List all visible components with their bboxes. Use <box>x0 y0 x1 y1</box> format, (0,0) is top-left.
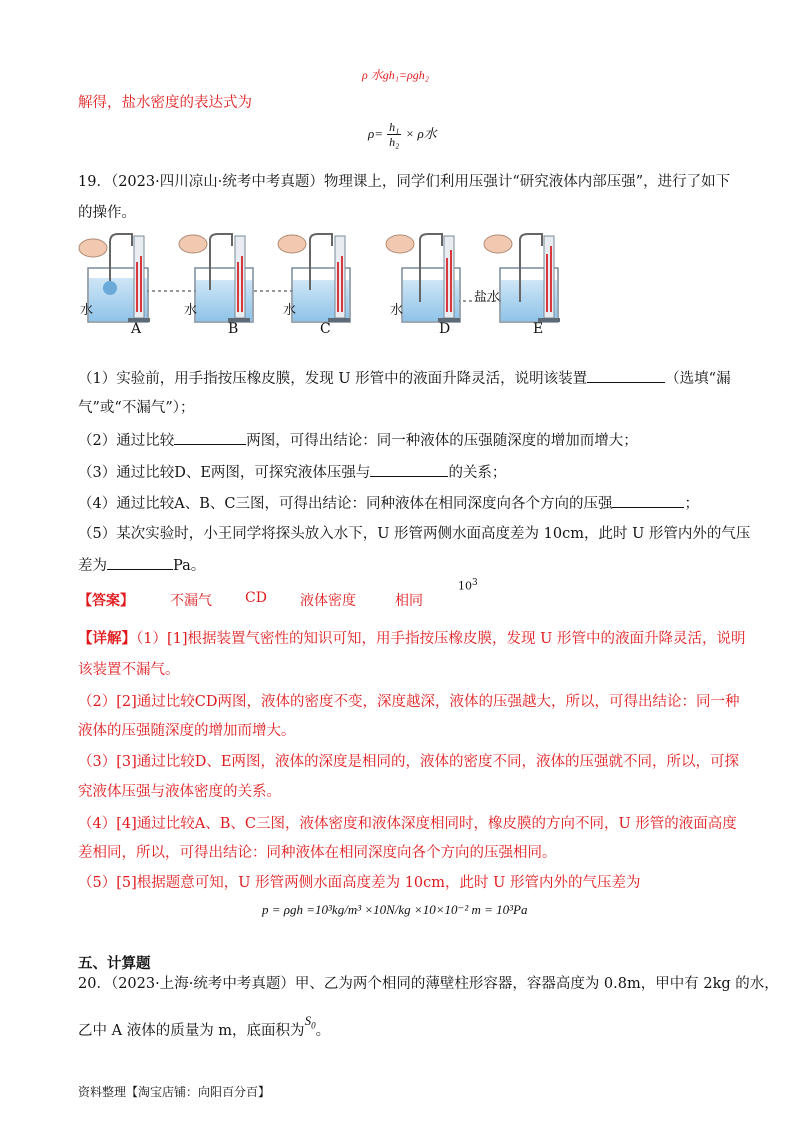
detail-line-3: （2）[2]通过比较CD两图，液体的密度不变，深度越深，液体的压强越大，所以，可得出结论：同一种 <box>78 694 740 710</box>
q19-line1: 19．（2023·四川凉山·统考中考真题）物理课上，同学们利用压强计“研究液体内部压强”，进行了如下 <box>78 174 731 190</box>
answer-1: 不漏气 <box>170 593 212 609</box>
detail-label: 【详解】 <box>78 631 136 647</box>
answer-5-base: 10 <box>458 579 472 593</box>
q19-part4-text-a: （4）通过比较A、B、C三图，可得出结论：同种液体在相同深度向各个方向的压强 <box>78 496 613 512</box>
detail-line-9: （5）[5]根据题意可知，U 形管两侧水面高度差为 10cm，此时 U 形管内外的气压差为 <box>78 875 641 891</box>
figure-label-b: B <box>228 321 239 337</box>
detail-line-6: 究液体压强与液体密度的关系。 <box>78 784 281 800</box>
detail-line-1 <box>78 629 745 649</box>
q19-part1-text: （1）实验前，用手指按压橡皮膜，发现 U 形管中的液面升降灵活，说明该装置 <box>78 371 588 387</box>
q19-part1-line1 <box>78 368 731 389</box>
density-rhs: × ρ水 <box>405 126 437 141</box>
liquid-label-d: 水 <box>390 303 404 318</box>
q19-part5-line1: （5）某次实验时，小王同学将探头放入水下，U 形管两侧水面高度差为 10cm，此时 U 形管内外的气压 <box>78 526 751 542</box>
section-heading: 五、计算题 <box>78 956 151 972</box>
q20-line2-text: 乙中 A 液体的质量为 m，底面积为 <box>78 1023 305 1039</box>
detail-formula: p = ρgh =10³kg/m³ ×10N/kg ×10×10⁻² m = 10³Pa <box>262 902 528 917</box>
detail-line-7: （4）[4]通过比较A、B、C三图，液体密度和液体深度相同时，橡皮膜的方向不同，U 形管的液面高度 <box>78 816 737 832</box>
answer-5 <box>458 578 478 593</box>
figure-label-e: E <box>533 321 544 337</box>
q20-line2 <box>78 1013 331 1046</box>
liquid-label-e: 盐水 <box>474 290 501 305</box>
answer-blank-3[interactable] <box>370 462 448 477</box>
figure-label-a: A <box>131 321 142 337</box>
answer-2: CD <box>245 590 267 606</box>
answer-label: 【答案】 <box>78 593 134 609</box>
q19-part1-option: （选填“漏 <box>665 371 731 387</box>
q19-part3-text-b: 的关系； <box>448 465 507 481</box>
density-expression <box>368 120 437 149</box>
q20-symbol: S <box>304 1013 312 1028</box>
q19-part5-text-a: 差为 <box>78 558 107 574</box>
answer-4: 相同 <box>395 593 423 609</box>
q19-part2 <box>78 430 638 451</box>
q19-part4-text-b: ； <box>684 496 699 512</box>
q19-part3-text-a: （3）通过比较D、E两图，可探究液体压强与 <box>78 465 371 481</box>
density-lhs: ρ= <box>368 126 384 141</box>
figure-label-c: C <box>320 321 331 337</box>
footer: 资料整理【淘宝店铺：向阳百分百】 <box>78 1085 271 1099</box>
q19-part5-line2 <box>78 555 205 576</box>
density-numerator: h₁ <box>389 120 400 134</box>
q19-part2-text-b: 两图，可得出结论：同一种液体的压强随深度的增加而增大； <box>246 433 638 449</box>
answer-5-exponent: 3 <box>472 578 478 588</box>
liquid-label-c: 水 <box>283 303 297 318</box>
formula-top: ρ 水gh₁=ρgh₂ <box>362 68 429 82</box>
q19-part2-text-a: （2）通过比较 <box>78 433 175 449</box>
answer-blank-1[interactable] <box>587 368 665 383</box>
liquid-label-a: 水 <box>80 303 94 318</box>
answer-3: 液体密度 <box>300 593 356 609</box>
answer-blank-2[interactable] <box>174 430 246 445</box>
figure-label-d: D <box>439 321 451 337</box>
q19-part4 <box>78 493 699 514</box>
q20-line1: 20．（2023·上海·统考中考真题）甲、乙为两个相同的薄壁柱形容器，容器高度为 0.8m，甲中有 2kg 的水， <box>78 976 779 992</box>
q19-part3 <box>78 462 506 483</box>
q20-symbol-s0 <box>304 1013 316 1031</box>
detail-line-2: 该装置不漏气。 <box>78 662 180 678</box>
detail-line-4: 液体的压强随深度的增加而增大。 <box>78 723 296 739</box>
q19-line2: 的操作。 <box>78 205 136 221</box>
q19-part5-unit: Pa。 <box>173 558 206 574</box>
solve-line: 解得，盐水密度的表达式为 <box>78 95 252 111</box>
answer-blank-4[interactable] <box>612 493 684 508</box>
detail-line-5: （3）[3]通过比较D、E两图，液体的深度是相同的，液体的密度不同，液体的压强就不同，所以，可探 <box>78 754 739 770</box>
q20-symbol-sub: 0 <box>311 1020 316 1031</box>
liquid-label-b: 水 <box>184 303 198 318</box>
density-denominator: h₂ <box>389 135 400 149</box>
answer-blank-5[interactable] <box>107 555 173 570</box>
q19-part1-line2: 气”或“不漏气”）； <box>78 400 195 416</box>
detail-1a: （1）[1]根据装置气密性的知识可知，用手指按压橡皮膜，发现 U 形管中的液面升降灵活，说明 <box>136 631 746 647</box>
detail-line-8: 差相同，所以，可得出结论：同种液体在相同深度向各个方向的压强相同。 <box>78 845 557 861</box>
q20-line2-end: 。 <box>315 1023 331 1039</box>
apparatus-e <box>484 234 560 322</box>
